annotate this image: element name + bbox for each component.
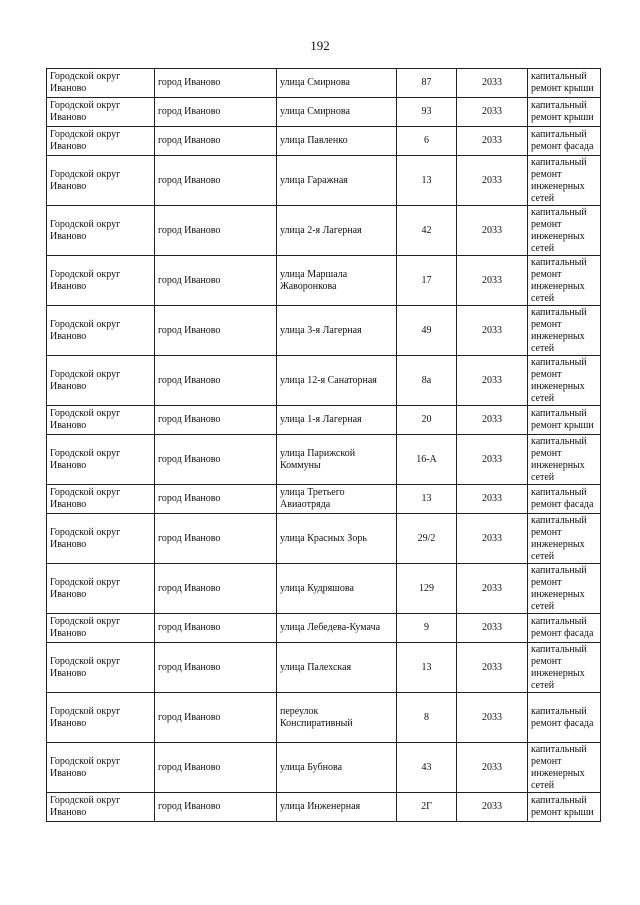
work-type-cell: капитальный ремонт фасада [528,127,601,156]
year-cell: 2033 [457,743,528,793]
district-cell: Городской округ Иваново [47,206,155,256]
house-cell: 16-А [397,435,457,485]
work-type-cell: капитальный ремонт инженерных сетей [528,256,601,306]
district-cell: Городской округ Иваново [47,485,155,514]
street-cell: улица Парижской Коммуны [277,435,397,485]
house-cell: 9 [397,614,457,643]
district-cell: Городской округ Иваново [47,356,155,406]
street-cell: улица Лебедева-Кумача [277,614,397,643]
city-cell: город Иваново [155,643,277,693]
house-cell: 13 [397,156,457,206]
table-row [47,514,601,564]
district-cell: Городской округ Иваново [47,643,155,693]
district-cell: Городской округ Иваново [47,156,155,206]
table-row [47,435,601,485]
house-cell: 13 [397,643,457,693]
district-cell: Городской округ Иваново [47,564,155,614]
work-type-cell: капитальный ремонт инженерных сетей [528,514,601,564]
work-type-cell: капитальный ремонт фасада [528,614,601,643]
district-cell: Городской округ Иваново [47,406,155,435]
street-cell: улица Гаражная [277,156,397,206]
street-cell: улица Бубнова [277,743,397,793]
work-type-cell: капитальный ремонт фасада [528,693,601,743]
street-cell: улица Третьего Авиаотряда [277,485,397,514]
district-cell: Городской округ Иваново [47,693,155,743]
house-cell: 42 [397,206,457,256]
street-cell: улица 3-я Лагерная [277,306,397,356]
year-cell: 2033 [457,306,528,356]
house-cell: 17 [397,256,457,306]
table-row [47,98,601,127]
street-cell: улица Инженерная [277,793,397,822]
street-cell: улица Смирнова [277,69,397,98]
work-type-cell: капитальный ремонт крыши [528,69,601,98]
table-row [47,69,601,98]
city-cell: город Иваново [155,356,277,406]
street-cell: улица 12-я Санаторная [277,356,397,406]
district-cell: Городской округ Иваново [47,743,155,793]
district-cell: Городской округ Иваново [47,306,155,356]
address-table-body [47,69,601,822]
street-cell: улица Маршала Жаворонкова [277,256,397,306]
table-row [47,156,601,206]
house-cell: 8а [397,356,457,406]
work-type-cell: капитальный ремонт инженерных сетей [528,643,601,693]
street-cell: улица Палехская [277,643,397,693]
city-cell: город Иваново [155,156,277,206]
house-cell: 6 [397,127,457,156]
year-cell: 2033 [457,485,528,514]
house-cell: 13 [397,485,457,514]
city-cell: город Иваново [155,406,277,435]
work-type-cell: капитальный ремонт инженерных сетей [528,743,601,793]
city-cell: город Иваново [155,435,277,485]
work-type-cell: капитальный ремонт инженерных сетей [528,564,601,614]
district-cell: Городской округ Иваново [47,514,155,564]
table-row [47,614,601,643]
work-type-cell: капитальный ремонт инженерных сетей [528,356,601,406]
work-type-cell: капитальный ремонт инженерных сетей [528,306,601,356]
table-row [47,256,601,306]
street-cell: улица 2-я Лагерная [277,206,397,256]
street-cell: улица Смирнова [277,98,397,127]
street-cell: переулок Конспиративный [277,693,397,743]
year-cell: 2033 [457,256,528,306]
city-cell: город Иваново [155,693,277,743]
street-cell: улица Красных Зорь [277,514,397,564]
work-type-cell: капитальный ремонт инженерных сетей [528,435,601,485]
district-cell: Городской округ Иваново [47,614,155,643]
street-cell: улица 1-я Лагерная [277,406,397,435]
year-cell: 2033 [457,406,528,435]
district-cell: Городской округ Иваново [47,69,155,98]
table-row [47,693,601,743]
year-cell: 2033 [457,156,528,206]
year-cell: 2033 [457,206,528,256]
year-cell: 2033 [457,435,528,485]
house-cell: 29/2 [397,514,457,564]
house-cell: 43 [397,743,457,793]
house-cell: 20 [397,406,457,435]
year-cell: 2033 [457,793,528,822]
city-cell: город Иваново [155,256,277,306]
table-row [47,406,601,435]
work-type-cell: капитальный ремонт инженерных сетей [528,156,601,206]
city-cell: город Иваново [155,127,277,156]
house-cell: 2Г [397,793,457,822]
street-cell: улица Кудряшова [277,564,397,614]
city-cell: город Иваново [155,514,277,564]
year-cell: 2033 [457,643,528,693]
table-row [47,127,601,156]
city-cell: город Иваново [155,98,277,127]
page-number: 192 [310,38,330,53]
table-row [47,564,601,614]
work-type-cell: капитальный ремонт крыши [528,793,601,822]
table-row [47,306,601,356]
street-cell: улица Павленко [277,127,397,156]
year-cell: 2033 [457,514,528,564]
table-row [47,643,601,693]
work-type-cell: капитальный ремонт крыши [528,98,601,127]
city-cell: город Иваново [155,69,277,98]
work-type-cell: капитальный ремонт фасада [528,485,601,514]
table-row [47,793,601,822]
house-cell: 8 [397,693,457,743]
district-cell: Городской округ Иваново [47,793,155,822]
address-table [46,68,601,822]
city-cell: город Иваново [155,306,277,356]
city-cell: город Иваново [155,206,277,256]
house-cell: 129 [397,564,457,614]
city-cell: город Иваново [155,743,277,793]
year-cell: 2033 [457,356,528,406]
table-row [47,485,601,514]
work-type-cell: капитальный ремонт инженерных сетей [528,206,601,256]
district-cell: Городской округ Иваново [47,256,155,306]
house-cell: 93 [397,98,457,127]
year-cell: 2033 [457,69,528,98]
year-cell: 2033 [457,127,528,156]
table-row [47,356,601,406]
district-cell: Городской округ Иваново [47,127,155,156]
year-cell: 2033 [457,564,528,614]
work-type-cell: капитальный ремонт крыши [528,406,601,435]
year-cell: 2033 [457,693,528,743]
district-cell: Городской округ Иваново [47,435,155,485]
house-cell: 49 [397,306,457,356]
table-row [47,743,601,793]
city-cell: город Иваново [155,793,277,822]
city-cell: город Иваново [155,614,277,643]
table-row [47,206,601,256]
city-cell: город Иваново [155,485,277,514]
house-cell: 87 [397,69,457,98]
year-cell: 2033 [457,614,528,643]
year-cell: 2033 [457,98,528,127]
district-cell: Городской округ Иваново [47,98,155,127]
city-cell: город Иваново [155,564,277,614]
